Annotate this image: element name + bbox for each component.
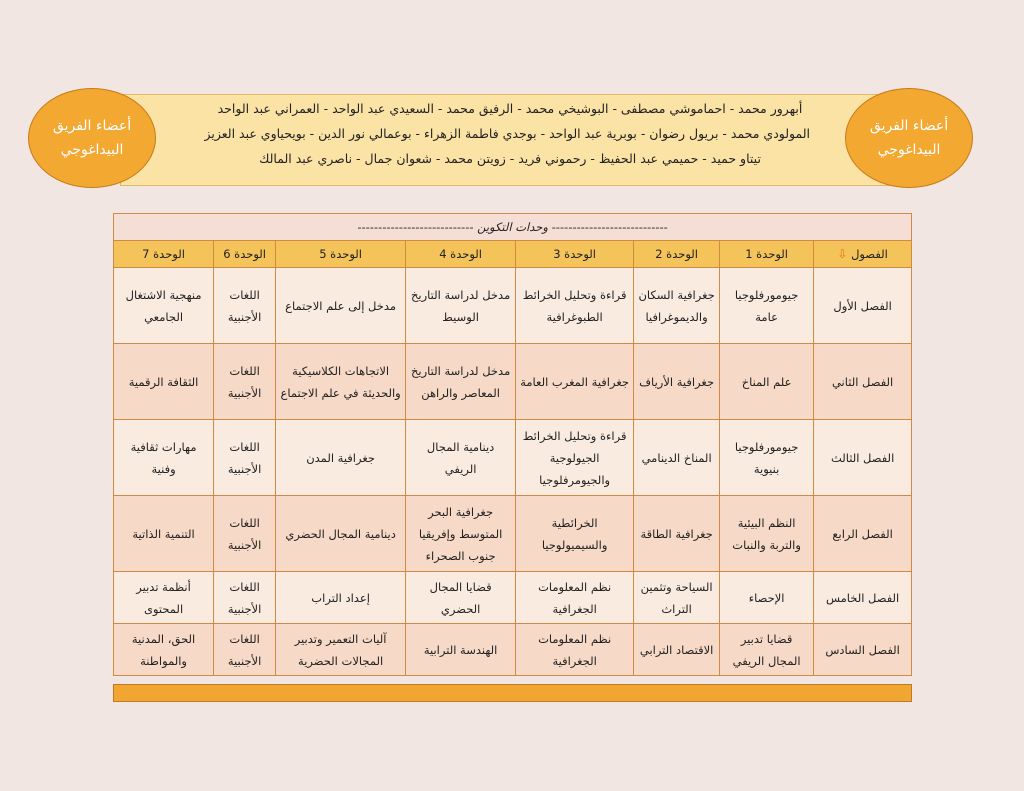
table-row [114, 268, 912, 344]
team-label-line-1: أعضاء الفريق [52, 118, 132, 134]
unit-cell: نظم المعلومات الجغرافية [516, 572, 634, 624]
members-line: أبهرور محمد - احماموشي مصطفى - البوشيخي محمد - الرفيق محمد - السعيدي عبد الواحد - العمراني عبد الواحد [217, 101, 803, 116]
table-row [114, 572, 912, 624]
unit-cell: آليات التعمير وتدبير المجالات الحضرية [276, 624, 406, 676]
unit-cell: جغرافية الأرياف [634, 344, 720, 420]
semester-cell: الفصل الأول [814, 268, 912, 344]
semester-cell: الفصل الخامس [814, 572, 912, 624]
unit-cell: اللغات الأجنبية [214, 420, 276, 496]
team-label-line-2: البيداغوجي [60, 142, 124, 158]
unit-cell: جيومورفلوجيا بنيوية [720, 420, 814, 496]
unit-cell: مدخل لدراسة التاريخ الوسيط [406, 268, 516, 344]
unit-cell: الاتجاهات الكلاسيكية والحديثة في علم الاجتماع [276, 344, 406, 420]
unit-cell: السياحة وتثمين التراث [634, 572, 720, 624]
unit-cell: اللغات الأجنبية [214, 572, 276, 624]
footer-bar [113, 684, 912, 702]
unit-cell: التنمية الذاتية [114, 496, 214, 572]
table-row [114, 496, 912, 572]
unit-cell: اللغات الأجنبية [214, 496, 276, 572]
unit-cell: اللغات الأجنبية [214, 268, 276, 344]
team-label-oval-right [845, 88, 973, 188]
members-line: تيتاو حميد - حميمي عبد الحفيظ - رحموني فريد - زويتن محمد - شعوان جمال - ناصري عبد المالك [259, 151, 761, 166]
semester-cell: الفصل الثالث [814, 420, 912, 496]
unit-cell: الخرائطية والسيميولوجيا [516, 496, 634, 572]
unit-cell: جغرافية المدن [276, 420, 406, 496]
unit-cell: الاقتصاد الترابي [634, 624, 720, 676]
team-label-line-1: أعضاء الفريق [869, 118, 949, 134]
unit-cell: قضايا تدبير المجال الريفي [720, 624, 814, 676]
unit-cell: اللغات الأجنبية [214, 624, 276, 676]
unit-cell: جغرافية البحر المتوسط وإفريقيا جنوب الصحراء [406, 496, 516, 572]
semester-header [814, 241, 912, 268]
table-row [114, 420, 912, 496]
unit-header: الوحدة 1 [720, 241, 814, 268]
unit-cell: قراءة وتحليل الخرائط الجيولوجية والجيومرفلوجيا [516, 420, 634, 496]
unit-cell: مدخل إلى علم الاجتماع [276, 268, 406, 344]
team-label-line-2: البيداغوجي [877, 142, 941, 158]
unit-cell: الثقافة الرقمية [114, 344, 214, 420]
unit-cell: أنظمة تدبير المحتوى [114, 572, 214, 624]
unit-cell: إعداد التراب [276, 572, 406, 624]
unit-header: الوحدة 5 [276, 241, 406, 268]
unit-cell: مهارات ثقافية وفنية [114, 420, 214, 496]
unit-header: الوحدة 6 [214, 241, 276, 268]
semester-header-label: الفصول [851, 247, 888, 261]
unit-cell: النظم البيئية والتربة والنبات [720, 496, 814, 572]
team-members [204, 96, 810, 171]
unit-cell: جيومورفلوجيا عامة [720, 268, 814, 344]
team-label-oval-left [28, 88, 156, 188]
unit-cell: منهجية الاشتغال الجامعي [114, 268, 214, 344]
unit-cell: الإحصاء [720, 572, 814, 624]
unit-header: الوحدة 7 [114, 241, 214, 268]
unit-cell: المناخ الدينامي [634, 420, 720, 496]
members-line: المولودي محمد - بريول رضوان - بوبرية عبد الواحد - بوجدي فاطمة الزهراء - بوعمالي نور الدين - بويحياوي عبد العزيز [204, 126, 810, 141]
unit-header: الوحدة 2 [634, 241, 720, 268]
semester-cell: الفصل الرابع [814, 496, 912, 572]
unit-cell: اللغات الأجنبية [214, 344, 276, 420]
semester-cell: الفصل الثاني [814, 344, 912, 420]
unit-cell: دينامية المجال الحضري [276, 496, 406, 572]
unit-header: الوحدة 3 [516, 241, 634, 268]
unit-cell: دينامية المجال الريفي [406, 420, 516, 496]
unit-header: الوحدة 4 [406, 241, 516, 268]
table-row [114, 344, 912, 420]
unit-cell: جغرافية المغرب العامة [516, 344, 634, 420]
arrow-down-icon: ⇩ [837, 247, 848, 261]
unit-cell: قراءة وتحليل الخرائط الطبوغرافية [516, 268, 634, 344]
table-row [114, 624, 912, 676]
table-title: ---------------------------- وحدات التكوين ---------------------------- [114, 214, 912, 241]
unit-cell: نظم المعلومات الجغرافية [516, 624, 634, 676]
unit-cell: جغرافية الطاقة [634, 496, 720, 572]
unit-cell: قضايا المجال الحضري [406, 572, 516, 624]
training-units-table [113, 213, 912, 676]
unit-cell: جغرافية السكان والديموغرافيا [634, 268, 720, 344]
unit-cell: مدخل لدراسة التاريخ المعاصر والراهن [406, 344, 516, 420]
unit-cell: الهندسة الترابية [406, 624, 516, 676]
unit-cell: الحق، المدنية والمواطنة [114, 624, 214, 676]
unit-cell: علم المناخ [720, 344, 814, 420]
semester-cell: الفصل السادس [814, 624, 912, 676]
table-header-row [114, 241, 912, 268]
